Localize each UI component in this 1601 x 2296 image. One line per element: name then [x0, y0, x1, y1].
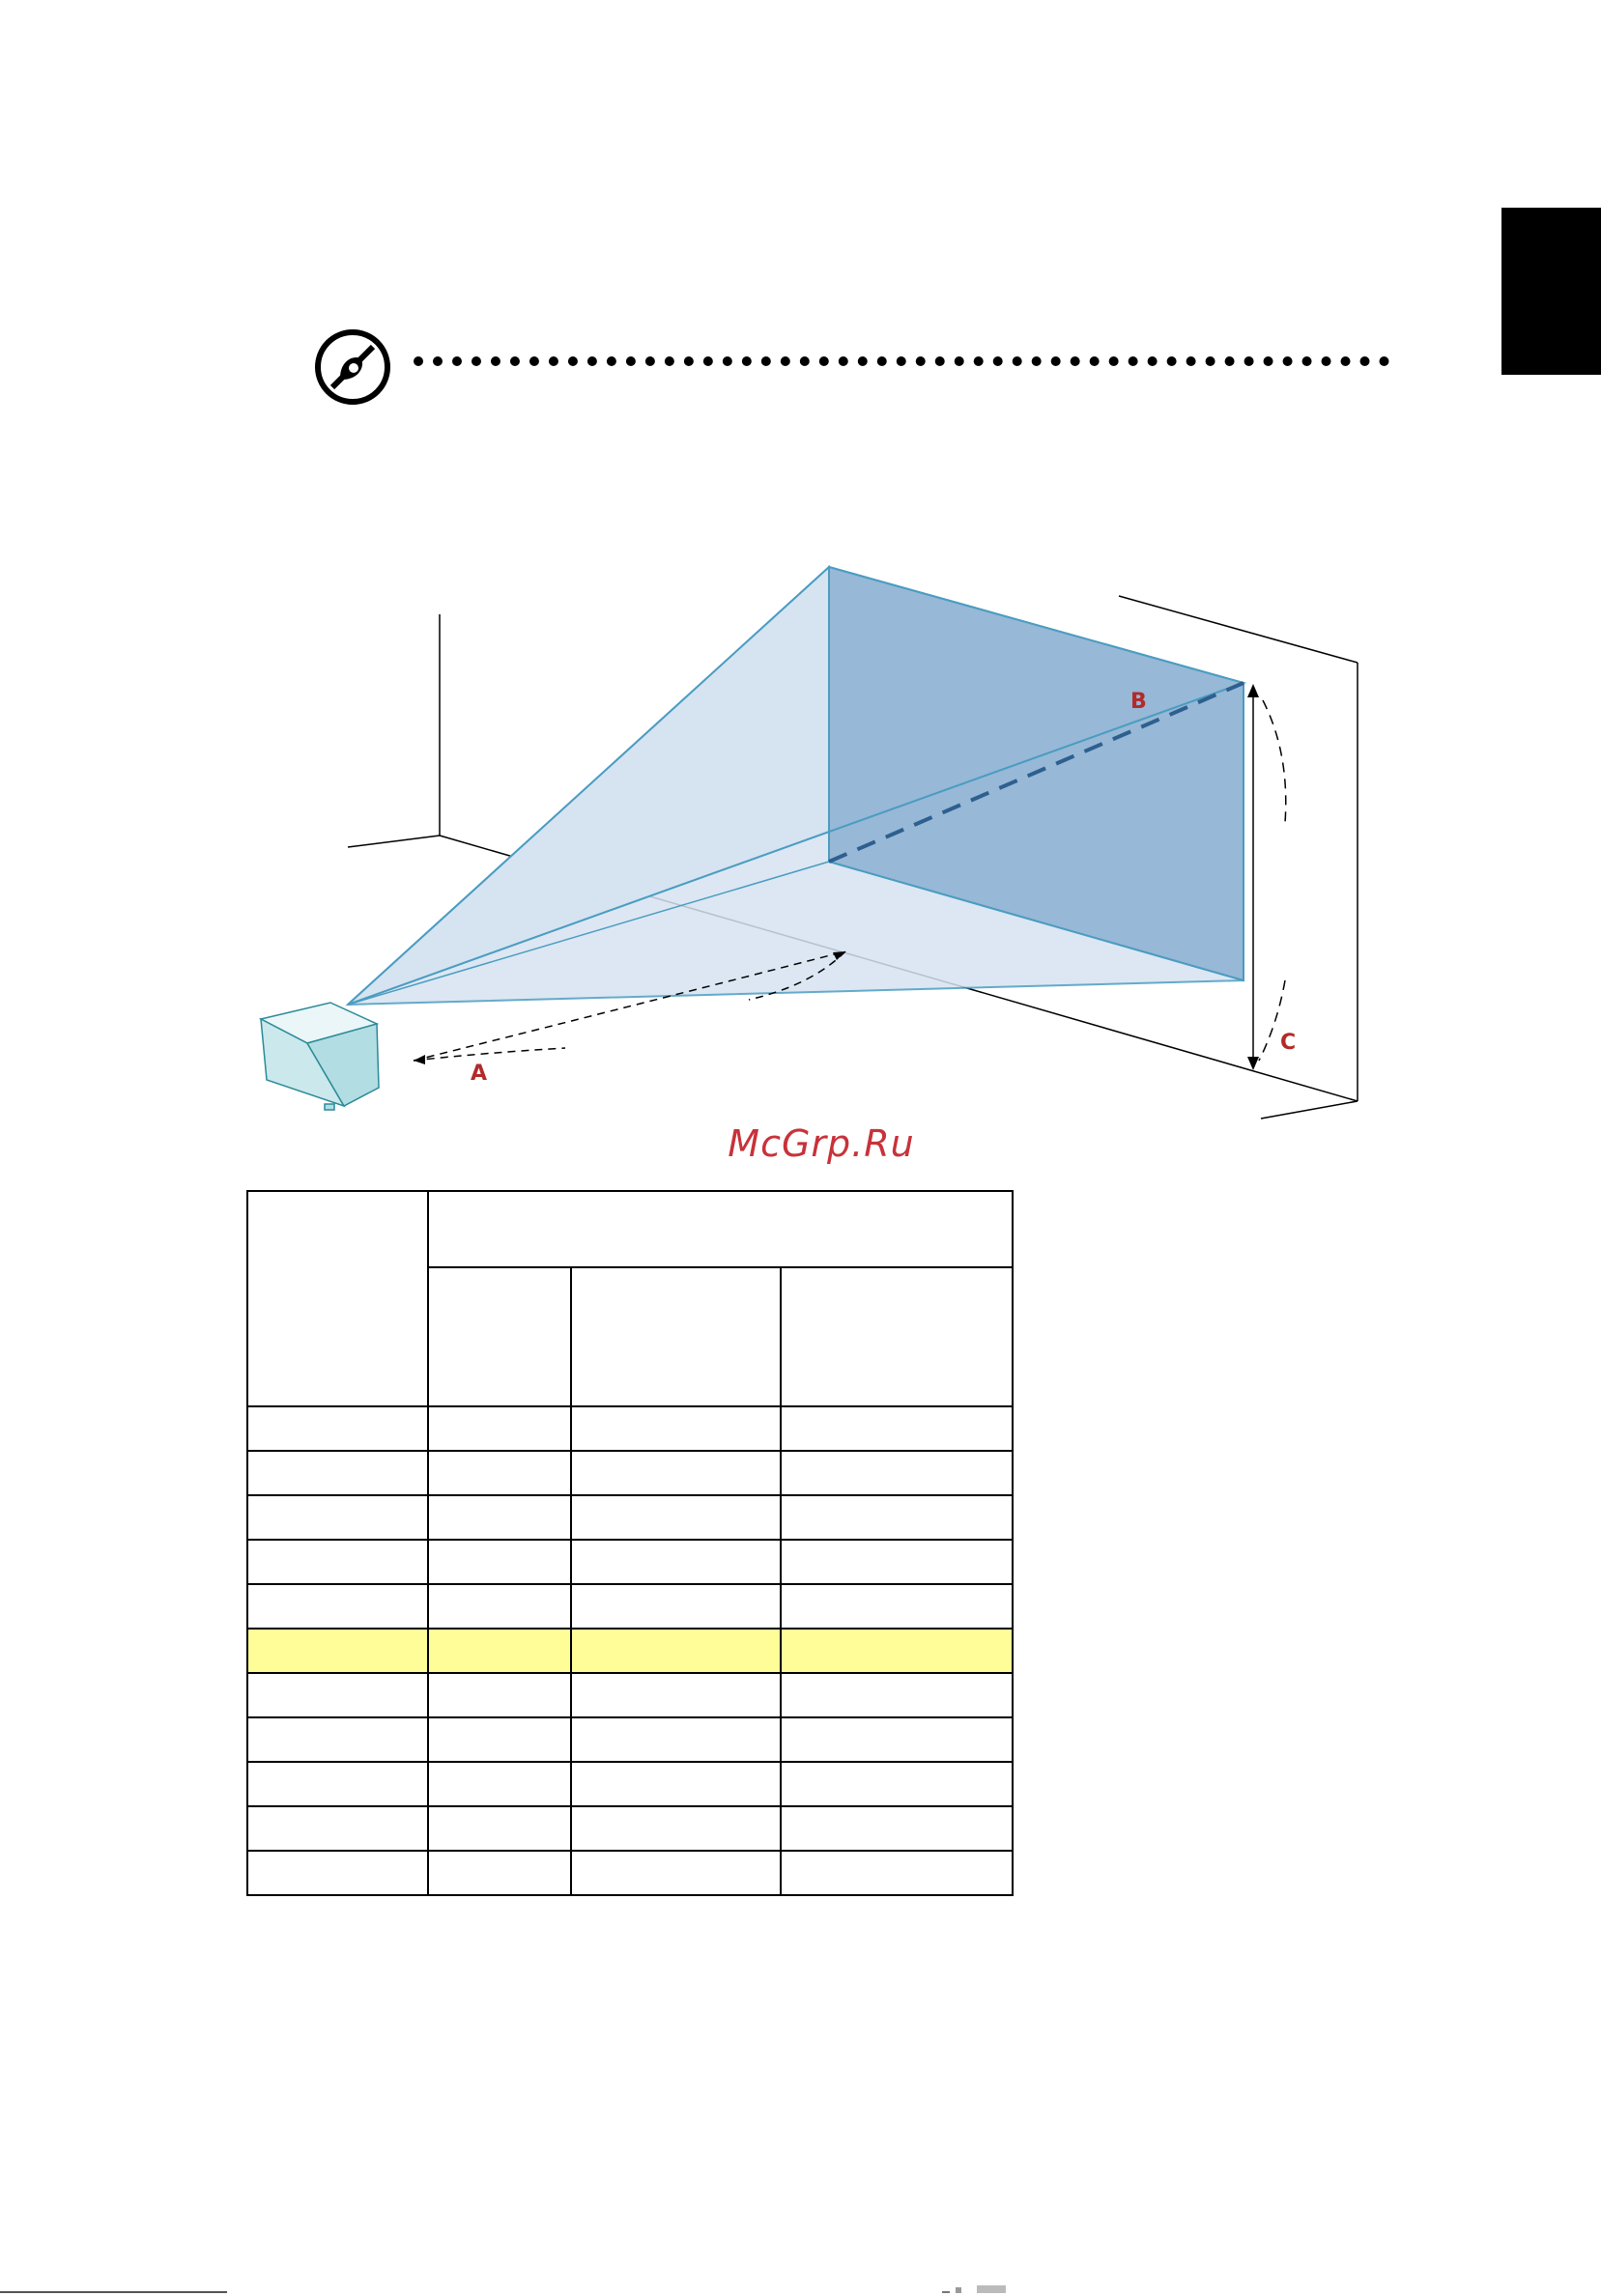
- projection-diagram: [0, 541, 1601, 1140]
- projector-icon: [261, 1003, 379, 1110]
- table-cell: [781, 1540, 1013, 1584]
- table-cell: [571, 1584, 781, 1629]
- table-cell: [781, 1451, 1013, 1495]
- table-cell: [247, 1762, 428, 1806]
- table-cell: [247, 1673, 428, 1717]
- table-cell: [571, 1540, 781, 1584]
- table-header-cell: [781, 1267, 1013, 1406]
- note-divider: [414, 356, 1389, 366]
- table-body: [247, 1406, 1013, 1895]
- table-header-cell: [428, 1267, 571, 1406]
- table-cell: [247, 1851, 428, 1895]
- table-cell: [571, 1717, 781, 1762]
- table-row: [247, 1806, 1013, 1851]
- table-cell: [247, 1806, 428, 1851]
- table-cell: [428, 1540, 571, 1584]
- watermark: McGrp.Ru: [728, 1122, 915, 1165]
- table-cell: [781, 1584, 1013, 1629]
- table-header-cell: [247, 1191, 428, 1406]
- table-cell: [247, 1406, 428, 1451]
- table-cell: [428, 1406, 571, 1451]
- table-cell: [428, 1851, 571, 1895]
- note-pen-icon: [311, 326, 394, 409]
- table-cell: [781, 1762, 1013, 1806]
- table-row: [247, 1629, 1013, 1673]
- footer-mark: [942, 2282, 1039, 2295]
- table-cell: [571, 1851, 781, 1895]
- table-cell: [247, 1495, 428, 1540]
- table-row: [247, 1762, 1013, 1806]
- table-row: [247, 1495, 1013, 1540]
- table-cell: [428, 1451, 571, 1495]
- label-b: B: [1130, 690, 1147, 714]
- table-cell: [428, 1495, 571, 1540]
- table-cell: [428, 1673, 571, 1717]
- table-cell: [428, 1584, 571, 1629]
- table-cell: [571, 1806, 781, 1851]
- table-cell: [781, 1806, 1013, 1851]
- table-row: [247, 1451, 1013, 1495]
- table-cell: [571, 1673, 781, 1717]
- chapter-tab: [1501, 208, 1601, 375]
- table-row: [247, 1851, 1013, 1895]
- table-cell: [247, 1451, 428, 1495]
- projection-distance-table: [246, 1190, 1014, 1896]
- table-cell: [781, 1629, 1013, 1673]
- table-cell: [247, 1629, 428, 1673]
- table-cell: [428, 1717, 571, 1762]
- table-cell: [781, 1495, 1013, 1540]
- table-cell: [781, 1673, 1013, 1717]
- table-cell: [247, 1540, 428, 1584]
- table-cell: [428, 1629, 571, 1673]
- table-cell: [247, 1717, 428, 1762]
- table-row: [247, 1584, 1013, 1629]
- table-cell: [428, 1762, 571, 1806]
- table-cell: [571, 1406, 781, 1451]
- footer-rule: [0, 2291, 227, 2293]
- table-row: [247, 1717, 1013, 1762]
- table-cell: [571, 1495, 781, 1540]
- table-header-cell: [428, 1191, 1013, 1267]
- table-header-cell: [571, 1267, 781, 1406]
- table-cell: [781, 1406, 1013, 1451]
- table-row: [247, 1673, 1013, 1717]
- label-c: C: [1280, 1031, 1297, 1055]
- table-cell: [247, 1584, 428, 1629]
- table-row: [247, 1540, 1013, 1584]
- table-cell: [428, 1806, 571, 1851]
- table-cell: [781, 1851, 1013, 1895]
- table-cell: [571, 1629, 781, 1673]
- table-cell: [571, 1762, 781, 1806]
- table-row: [247, 1406, 1013, 1451]
- table-cell: [781, 1717, 1013, 1762]
- table-cell: [571, 1451, 781, 1495]
- label-a: A: [471, 1062, 488, 1086]
